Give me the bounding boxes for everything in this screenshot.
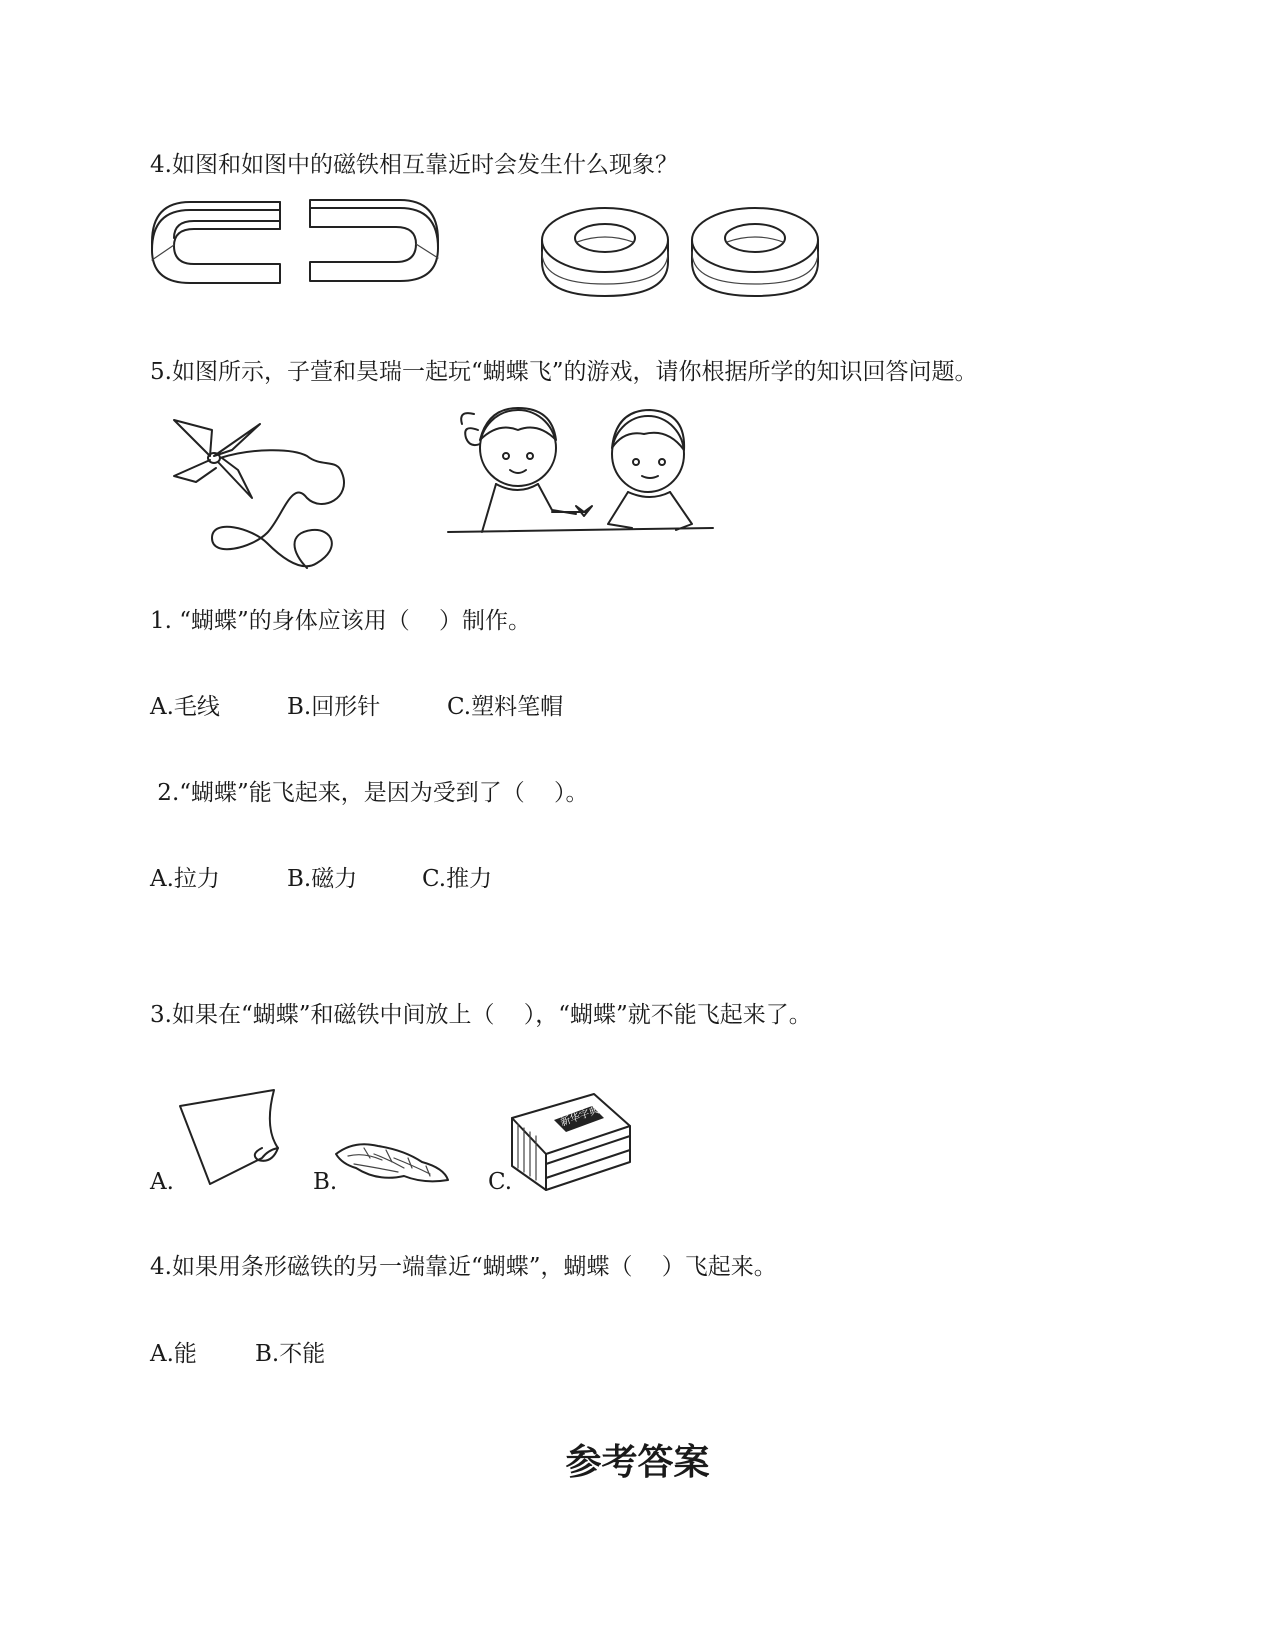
butterfly-icon — [174, 420, 260, 498]
sub2-option-c: C.推力 — [422, 866, 493, 892]
sub1-option-a: A.毛线 — [150, 694, 220, 720]
horseshoe-magnets-figure — [150, 200, 450, 295]
sub2-option-a: A.拉力 — [150, 866, 220, 892]
sub4-option-b: B.不能 — [255, 1341, 326, 1367]
sub-question-2: 2.“蝴蝶”能飞起来，是因为受到了（ ）。 — [150, 780, 589, 806]
question-5: 5.如图所示，子萱和昊瑞一起玩“蝴蝶飞”的游戏，请你根据所学的知识回答问题。 — [150, 359, 978, 385]
horseshoe-magnet-right-icon — [310, 200, 438, 281]
horseshoe-magnet-left-icon — [152, 202, 280, 283]
dictionary-book-label: 新华字典 — [559, 1104, 601, 1129]
cloth-icon — [334, 1138, 454, 1188]
ring-magnet-right-icon — [692, 208, 818, 296]
sub-question-1: 1. “蝴蝶”的身体应该用（ ）制作。 — [150, 608, 532, 634]
sub3-option-b: B. — [313, 1169, 338, 1195]
sub2-option-b: B.磁力 — [287, 866, 358, 892]
sub3-option-a: A. — [150, 1169, 174, 1195]
sub3-option-c: C. — [488, 1169, 513, 1195]
string-line — [212, 450, 344, 568]
answers-heading: 参考答案 — [565, 1442, 710, 1483]
children-playing-icon — [448, 408, 713, 532]
sub1-option-b: B.回形针 — [287, 694, 381, 720]
butterfly-figure — [172, 418, 362, 578]
ring-magnet-left-icon — [542, 208, 668, 296]
children-playing-figure — [448, 400, 718, 560]
sub4-option-a: A.能 — [150, 1341, 197, 1367]
ring-magnets-figure — [540, 202, 840, 302]
sub-question-3: 3.如果在“蝴蝶”和磁铁中间放上（ ），“蝴蝶”就不能飞起来了。 — [150, 1002, 812, 1028]
sub-question-4: 4.如果用条形磁铁的另一端靠近“蝴蝶”，蝴蝶（ ）飞起来。 — [150, 1254, 777, 1280]
sub1-option-c: C.塑料笔帽 — [447, 694, 564, 720]
paper-icon — [178, 1088, 288, 1188]
dictionary-book-icon — [510, 1092, 635, 1192]
question-4: 4.如图和如图中的磁铁相互靠近时会发生什么现象？ — [150, 152, 678, 178]
